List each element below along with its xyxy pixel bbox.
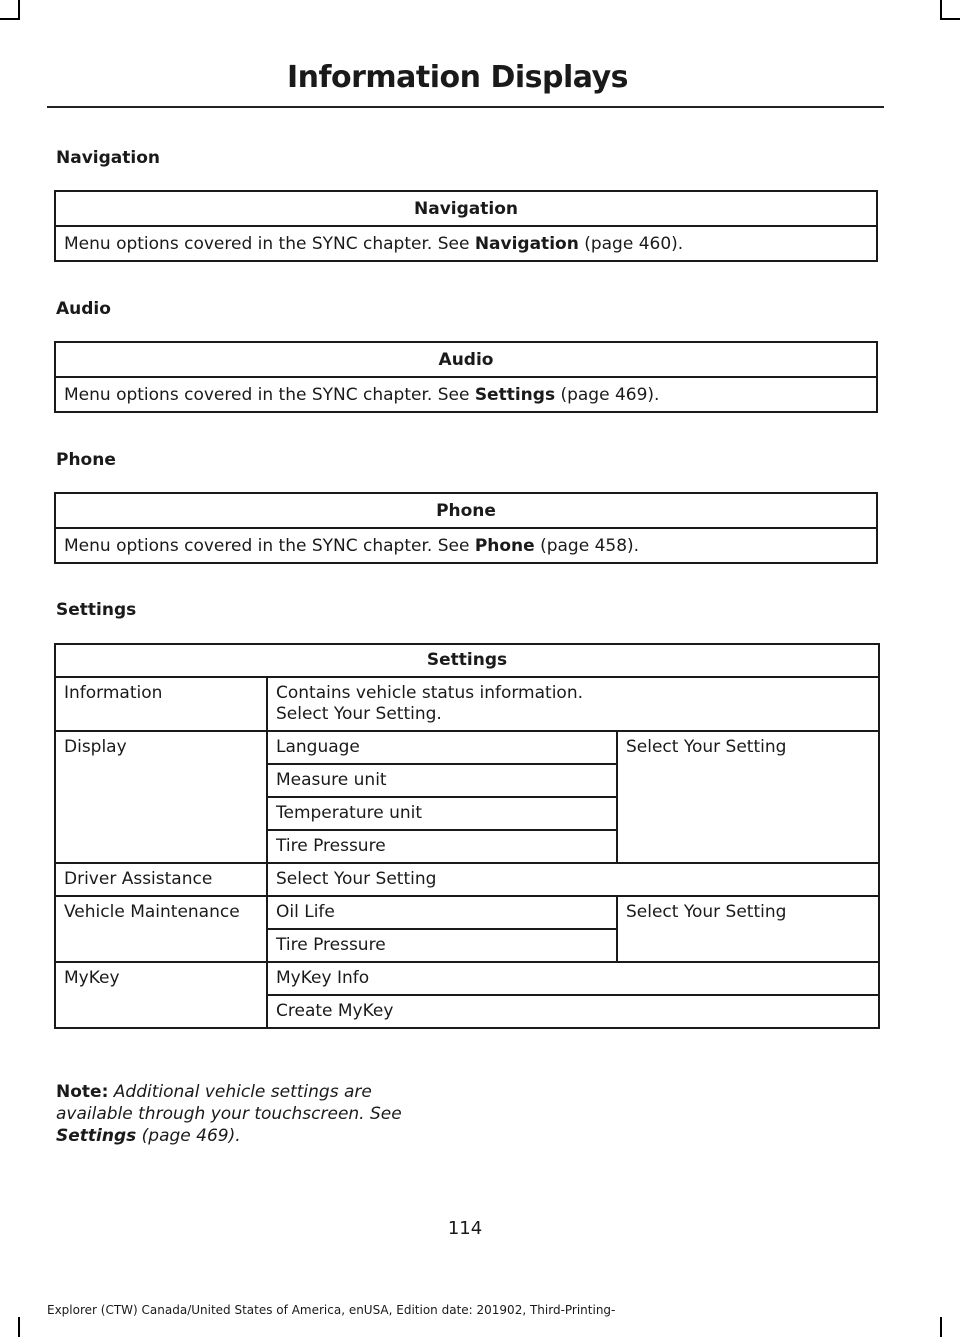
action-cell: Select Your Setting xyxy=(617,896,879,962)
row-label: Driver Assistance xyxy=(55,863,267,896)
crop-mark xyxy=(18,0,20,20)
table-row xyxy=(55,962,879,995)
audio-table xyxy=(54,341,878,413)
note-text: Additional vehicle settings are available through your touchscreen. See xyxy=(56,1082,402,1124)
menu-item: MyKey Info xyxy=(267,962,879,995)
note-label: Note: xyxy=(56,1082,109,1102)
page-reference: (page 469). xyxy=(141,1126,241,1146)
navigation-table xyxy=(54,190,878,262)
row-label: Display xyxy=(55,731,267,863)
crop-mark xyxy=(18,1317,20,1337)
table-row xyxy=(55,896,879,929)
table-row xyxy=(55,677,879,731)
menu-item: Language xyxy=(267,731,617,764)
settings-link[interactable]: Settings xyxy=(56,1126,137,1146)
menu-item: Create MyKey xyxy=(267,995,879,1028)
page-reference: (page 458). xyxy=(540,535,640,556)
section-heading-navigation: Navigation xyxy=(56,148,160,168)
menu-item: Oil Life xyxy=(267,896,617,929)
description-line: Select Your Setting. xyxy=(276,704,442,724)
crop-mark xyxy=(0,18,20,20)
page-title: Information Displays xyxy=(286,60,628,95)
crop-mark xyxy=(940,1317,942,1337)
menu-item: Tire Pressure xyxy=(267,929,617,962)
table-header: Settings xyxy=(55,644,879,677)
crop-mark xyxy=(940,18,960,20)
phone-table xyxy=(54,492,878,564)
table-row xyxy=(55,863,879,896)
phone-link[interactable]: Phone xyxy=(474,535,535,556)
note xyxy=(56,1081,436,1147)
row-text: Menu options covered in the SYNC chapter. See xyxy=(64,233,470,254)
table-row xyxy=(55,377,877,412)
table-row xyxy=(55,528,877,563)
section-heading-audio: Audio xyxy=(56,299,111,319)
row-label: Information xyxy=(55,677,267,731)
row-label: Vehicle Maintenance xyxy=(55,896,267,962)
description-line: Contains vehicle status information. xyxy=(276,683,583,703)
table-header: Navigation xyxy=(55,191,877,226)
table-row xyxy=(55,731,879,764)
table-header: Audio xyxy=(55,342,877,377)
table-header: Phone xyxy=(55,493,877,528)
row-text: Menu options covered in the SYNC chapter. See xyxy=(64,384,470,405)
menu-item: Tire Pressure xyxy=(267,830,617,863)
information-description xyxy=(267,677,879,731)
section-heading-settings: Settings xyxy=(56,600,137,620)
page-number: 114 xyxy=(447,1218,483,1239)
row-label: MyKey xyxy=(55,962,267,1028)
section-heading-phone: Phone xyxy=(56,450,116,470)
menu-item: Measure unit xyxy=(267,764,617,797)
settings-table xyxy=(54,643,880,1029)
action-cell: Select Your Setting xyxy=(617,731,879,863)
crop-mark xyxy=(940,0,942,20)
page-reference: (page 460). xyxy=(584,233,684,254)
table-row xyxy=(55,226,877,261)
footer-text: Explorer (CTW) Canada/United States of America, enUSA, Edition date: 201902, Third-Printing- xyxy=(47,1303,616,1317)
row-text: Menu options covered in the SYNC chapter. See xyxy=(64,535,470,556)
navigation-link[interactable]: Navigation xyxy=(474,233,579,254)
action-cell: Select Your Setting xyxy=(267,863,879,896)
page-reference: (page 469). xyxy=(560,384,660,405)
settings-link[interactable]: Settings xyxy=(474,384,556,405)
header-divider xyxy=(47,106,884,108)
menu-item: Temperature unit xyxy=(267,797,617,830)
